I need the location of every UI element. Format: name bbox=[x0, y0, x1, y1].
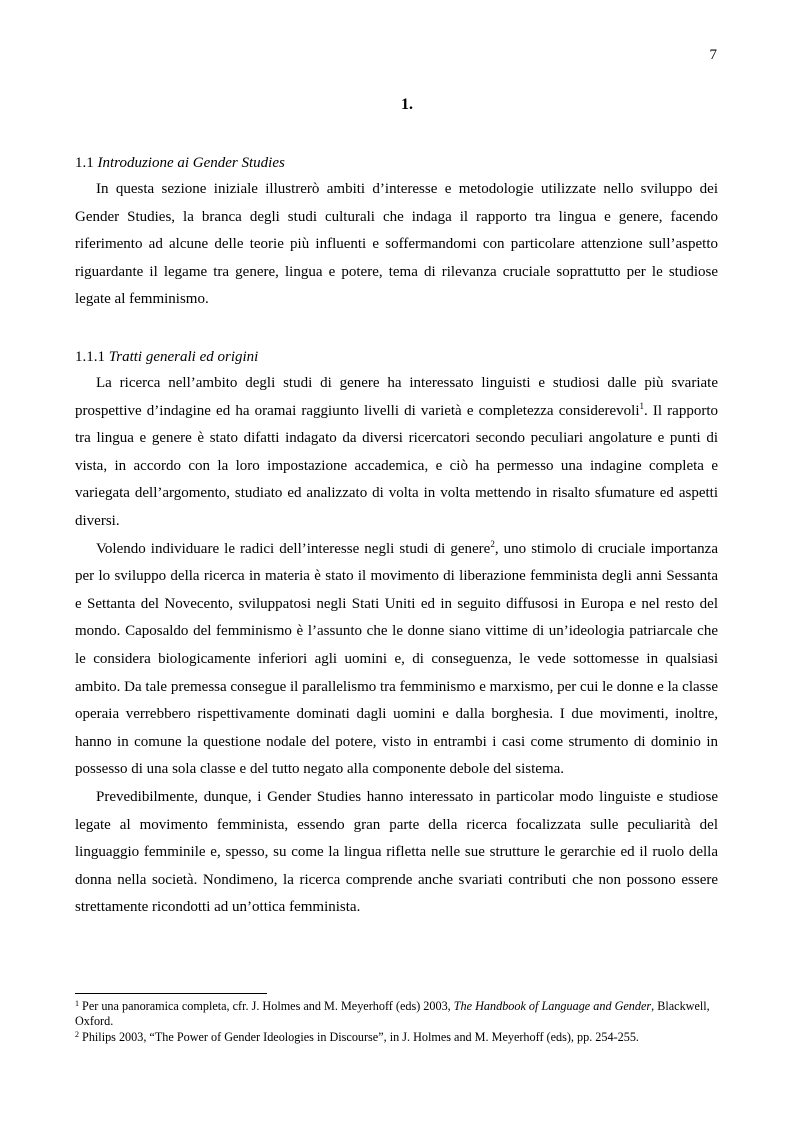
footnote-1: $^1$ Per una panoramica completa, cfr. J. Holmes and M. Meyerhoff (eds) 2003, The Handbook of Language and Gender, Blackwell, Oxford. bbox=[75, 999, 710, 1028]
footnotes bbox=[75, 999, 718, 1046]
footnote-marker: 1 bbox=[75, 999, 79, 1008]
paragraph-1: La ricerca nell’ambito degli studi di genere ha interessato linguisti e studiosi dalle più svariate prospettive d’indagine ed ha oramai raggiunto livelli di varietà e completezza considerevoli$^1$. Il rapporto tra lingua e genere è stato difatti indagato da diversi ricercatori secondo peculiari angolature e punti di vista, in accordo con la loro impostazione accademica, e ciò ha permesso una indagine completa e variegata dell’argomento, studiato ed analizzato di volta in volta mettendo in risalto sfumature ed aspetti diversi. bbox=[75, 375, 718, 529]
paragraph: In questa sezione iniziale illustrerò ambiti d’interesse e metodologie utilizzate nello sviluppo dei Gender Studies, la branca degli studi culturali che indaga il rapporto tra lingua e genere, facendo riferimento ad alcune delle teorie più influenti e soffermandomi con particolare attenzione sull’aspetto riguardante il legame tra genere, lingua e potere, tema di rilevanza cruciale soprattutto per le studiose legate al femminismo. bbox=[75, 181, 718, 308]
page-number: 7 bbox=[709, 47, 717, 63]
footnote-ref-1[interactable]: 1 bbox=[639, 400, 645, 411]
footnote-2: $^2$ Philips 2003, “The Power of Gender Ideologies in Discourse”, in J. Holmes and M. Meyerhoff (eds), pp. 254-255. bbox=[75, 1030, 639, 1044]
subsection-title: Tratti generali ed origini bbox=[108, 349, 259, 365]
section-number: 1.1 bbox=[75, 155, 94, 171]
section-heading bbox=[75, 153, 285, 173]
paragraph-3: Prevedibilmente, dunque, i Gender Studies hanno interessato in particolar modo linguiste e studiose legate al movimento femminista, essendo gran parte della ricerca focalizzata sulle peculiarità del linguaggio femminile e, spesso, su come la lingua rifletta nelle sue strutture le gerarchie ed il ruolo della donna nella società. Nondimeno, la ricerca comprende anche svariati contributi che non possono essere strettamente ricondotti ad un’ottica femminista. bbox=[75, 788, 718, 916]
paragraph-2: Volendo individuare le radici dell’interesse negli studi di genere$^2$, uno stimolo di cruciale importanza per lo sviluppo della ricerca in materia è stato il movimento di liberazione femminista degli anni Sessanta e Settanta del Novecento, sviluppatosi negli Stati Uniti ed in seguito diffusosi in Europa e nel resto del mondo. Caposaldo del femminismo è l’assunto che le donne siano vittime di un’ideologia patriarcale che le considera biologicamente inferiori agli uomini e, di conseguenza, le vede sottomesse in qualsiasi ambito. Da tale premessa consegue il parallelismo tra femminismo e marxismo, per cui le donne e la classe operaia verrebbero rispettivamente dominati dagli uomini e dalla borghesia. I due movimenti, inoltre, hanno in comune la questione nodale del potere, visto in entrambi i casi come strumento di dominio in possesso di una sola classe e del tutto negato alla componente debole del sistema. bbox=[75, 538, 718, 778]
chapter-title: 1. bbox=[401, 96, 413, 113]
subsection-body bbox=[75, 370, 718, 922]
section-title: Introduzione ai Gender Studies bbox=[97, 155, 285, 171]
footnote-ref-2[interactable]: 2 bbox=[490, 538, 495, 549]
subsection-number: 1.1.1 bbox=[75, 349, 105, 365]
footnote-marker: 2 bbox=[75, 1030, 79, 1039]
subsection-heading bbox=[75, 347, 258, 367]
section-intro bbox=[75, 176, 718, 314]
footnote-divider bbox=[75, 993, 267, 994]
footnote-book-title: The Handbook of Language and Gender bbox=[453, 999, 652, 1013]
